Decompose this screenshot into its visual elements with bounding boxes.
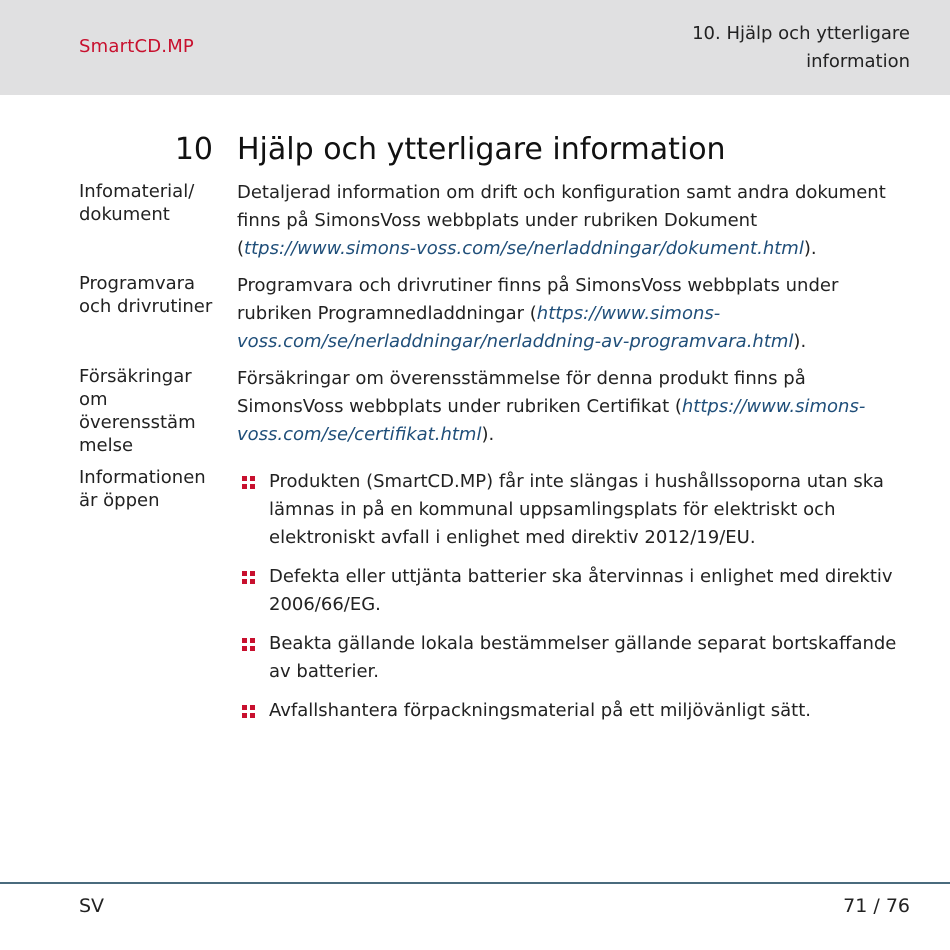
side-label-software <box>79 272 229 318</box>
side-label-line: Infomaterial/ <box>79 181 195 202</box>
list-item <box>237 697 917 725</box>
header-section-line1: 10. Hjälp och ytterligare <box>692 23 910 44</box>
software-paragraph <box>237 272 917 356</box>
software-link[interactable]: https://www.simons-voss.com/se/nerladdningar/nerladdning-av-programvara.html <box>237 303 794 352</box>
docs-paragraph <box>237 179 917 263</box>
side-label-line: är öppen <box>79 490 160 511</box>
side-label-line: dokument <box>79 204 170 225</box>
page-header <box>0 0 950 95</box>
footer-divider <box>0 882 950 884</box>
footer-language: SV <box>79 895 105 917</box>
footer-page-number: 71 / 76 <box>843 895 910 917</box>
header-section-title <box>590 20 910 76</box>
chapter-number: 10 <box>174 132 213 167</box>
list-item-text: Defekta eller uttjänta batterier ska återvinnas i enlighet med direktiv 2006/66/EG. <box>269 566 893 615</box>
docs-link[interactable]: ttps://www.simons-voss.com/se/nerladdningar/dokument.html <box>244 238 804 259</box>
list-item <box>237 468 917 552</box>
side-label-line: Informationen <box>79 467 206 488</box>
docs-text: Detaljerad information om drift och konfiguration samt andra dokument finns på SimonsVoss webbplats under rubriken Dokument ( <box>237 182 886 259</box>
side-label-info <box>79 466 229 512</box>
software-after: ). <box>793 331 807 352</box>
side-label-line: Programvara <box>79 273 196 294</box>
side-label-conformity <box>79 365 229 457</box>
chapter-title: Hjälp och ytterligare information <box>237 132 726 167</box>
side-label-line: melse <box>79 435 134 456</box>
side-label-line: och drivrutiner <box>79 296 213 317</box>
conformity-link[interactable]: https://www.simons-voss.com/se/certifikat.html <box>237 396 866 445</box>
list-item <box>237 563 917 619</box>
bullet-icon <box>242 476 255 489</box>
brand-name: SmartCD.MP <box>79 36 194 57</box>
list-item <box>237 630 917 686</box>
side-label-line: Försäkringar <box>79 366 192 387</box>
software-text: Programvara och drivrutiner finns på SimonsVoss webbplats under rubriken Programnedladdningar ( <box>237 275 839 324</box>
list-item-text: Avfallshantera förpackningsmaterial på ett miljövänligt sätt. <box>269 700 811 721</box>
side-label-line: om <box>79 389 108 410</box>
bullet-icon <box>242 705 255 718</box>
info-list <box>237 468 917 736</box>
side-label-line: överensstäm <box>79 412 196 433</box>
bullet-icon <box>242 571 255 584</box>
header-section-line2: information <box>806 51 910 72</box>
list-item-text: Beakta gällande lokala bestämmelser gällande separat bortskaffande av batterier. <box>269 633 897 682</box>
bullet-icon <box>242 638 255 651</box>
docs-after: ). <box>803 238 817 259</box>
side-label-docs <box>79 180 229 226</box>
conformity-after: ). <box>481 424 495 445</box>
conformity-paragraph <box>237 365 917 449</box>
list-item-text: Produkten (SmartCD.MP) får inte slängas i hushållssoporna utan ska lämnas in på en kommunal uppsamlingsplats för elektriskt och elektroniskt avfall i enlighet med direktiv 2012/19/EU. <box>269 471 884 548</box>
conformity-text: Försäkringar om överensstämmelse för denna produkt finns på SimonsVoss webbplats under rubriken Certifikat ( <box>237 368 806 417</box>
